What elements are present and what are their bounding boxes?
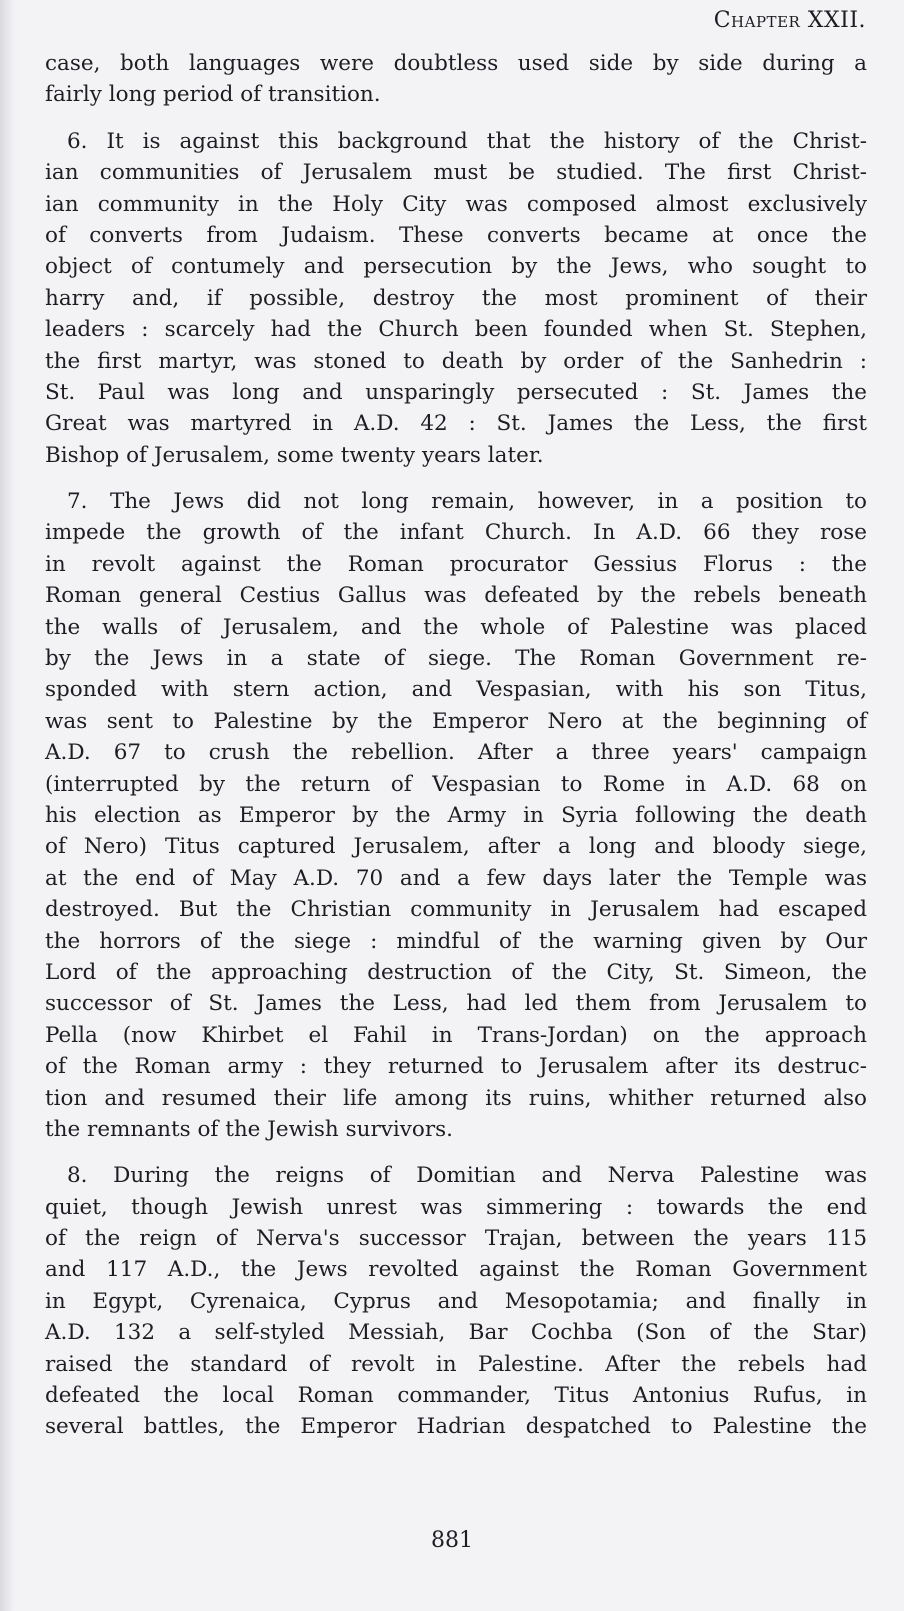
text-line: of the reign of Nerva's successor Trajan, between the years 115 xyxy=(45,1226,867,1252)
paragraph xyxy=(45,486,867,1145)
text-line: A.D. 132 a self-styled Messiah, Bar Cochba (Son of the Star) xyxy=(45,1320,867,1346)
text-line: of the Roman army : they returned to Jerusalem after its destruc- xyxy=(45,1054,867,1080)
text-line: (interrupted by the return of Vespasian to Rome in A.D. 68 on xyxy=(45,771,867,797)
text-line: fairly long period of transition. xyxy=(45,82,381,108)
paragraph xyxy=(45,48,867,111)
text-line: object of contumely and persecution by the Jews, who sought to xyxy=(45,254,867,280)
paragraph xyxy=(45,126,867,471)
text-line: destroyed. But the Christian community in Jerusalem had escaped xyxy=(45,897,867,923)
text-line: in revolt against the Roman procurator Gessius Florus : the xyxy=(45,551,867,577)
text-line: sponded with stern action, and Vespasian, with his son Titus, xyxy=(45,677,867,703)
text-line: tion and resumed their life among its ruins, whither returned also xyxy=(45,1085,867,1111)
text-line: Pella (now Khirbet el Fahil in Trans-Jordan) on the approach xyxy=(45,1022,867,1048)
text-line: the horrors of the siege : mindful of the warning given by Our xyxy=(45,928,867,954)
text-line: quiet, though Jewish unrest was simmering : towards the end xyxy=(45,1194,867,1220)
text-line: the remnants of the Jewish survivors. xyxy=(45,1116,453,1142)
text-line: the first martyr, was stoned to death by order of the Sanhedrin : xyxy=(45,348,867,374)
text-line: 7. The Jews did not long remain, however, in a position to xyxy=(67,489,867,515)
text-line: leaders : scarcely had the Church been founded when St. Stephen, xyxy=(45,317,867,343)
text-line: St. Paul was long and unsparingly persecuted : St. James the xyxy=(45,379,867,405)
text-line: ian community in the Holy City was composed almost exclusively xyxy=(45,191,867,217)
text-line: in Egypt, Cyrenaica, Cyprus and Mesopotamia; and finally in xyxy=(45,1288,867,1314)
text-line: Great was martyred in A.D. 42 : St. James the Less, the first xyxy=(45,411,867,437)
text-line: 6. It is against this background that the history of the Christ- xyxy=(67,128,867,154)
text-line: Roman general Cestius Gallus was defeated by the rebels beneath xyxy=(45,583,867,609)
text-line: and 117 A.D., the Jews revolted against the Roman Government xyxy=(45,1257,867,1283)
text-line: impede the growth of the infant Church. In A.D. 66 they rose xyxy=(45,520,867,546)
page-number: 881 xyxy=(431,1528,473,1553)
text-line: was sent to Palestine by the Emperor Nero at the beginning of xyxy=(45,708,867,734)
text-line: by the Jews in a state of siege. The Roman Government re- xyxy=(45,646,867,672)
text-line: successor of St. James the Less, had led them from Jerusalem to xyxy=(45,991,867,1017)
text-line: 8. During the reigns of Domitian and Nerva Palestine was xyxy=(67,1163,867,1189)
text-line: at the end of May A.D. 70 and a few days later the Temple was xyxy=(45,865,867,891)
text-line: the walls of Jerusalem, and the whole of Palestine was placed xyxy=(45,614,867,640)
text-line: raised the standard of revolt in Palestine. After the rebels had xyxy=(45,1351,867,1377)
text-line: ian communities of Jerusalem must be studied. The first Christ- xyxy=(45,160,867,186)
text-line: case, both languages were doubtless used side by side during a xyxy=(45,51,867,76)
text-line: several battles, the Emperor Hadrian despatched to Palestine the xyxy=(45,1414,867,1440)
text-line: his election as Emperor by the Army in Syria following the death xyxy=(45,802,867,828)
text-line: A.D. 67 to crush the rebellion. After a three years' campaign xyxy=(45,740,867,766)
page-gutter-shadow xyxy=(0,0,14,1611)
running-head: Chapter XXII. xyxy=(713,8,866,33)
page-body xyxy=(45,48,867,1458)
text-line: harry and, if possible, destroy the most prominent of their xyxy=(45,285,867,311)
text-line: of converts from Judaism. These converts became at once the xyxy=(45,222,867,248)
text-line: of Nero) Titus captured Jerusalem, after a long and bloody siege, xyxy=(45,834,867,860)
text-line: Lord of the approaching destruction of the City, St. Simeon, the xyxy=(45,959,867,985)
text-line: defeated the local Roman commander, Titus Antonius Rufus, in xyxy=(45,1383,867,1409)
paragraph xyxy=(45,1160,867,1443)
text-line: Bishop of Jerusalem, some twenty years later. xyxy=(45,442,544,468)
